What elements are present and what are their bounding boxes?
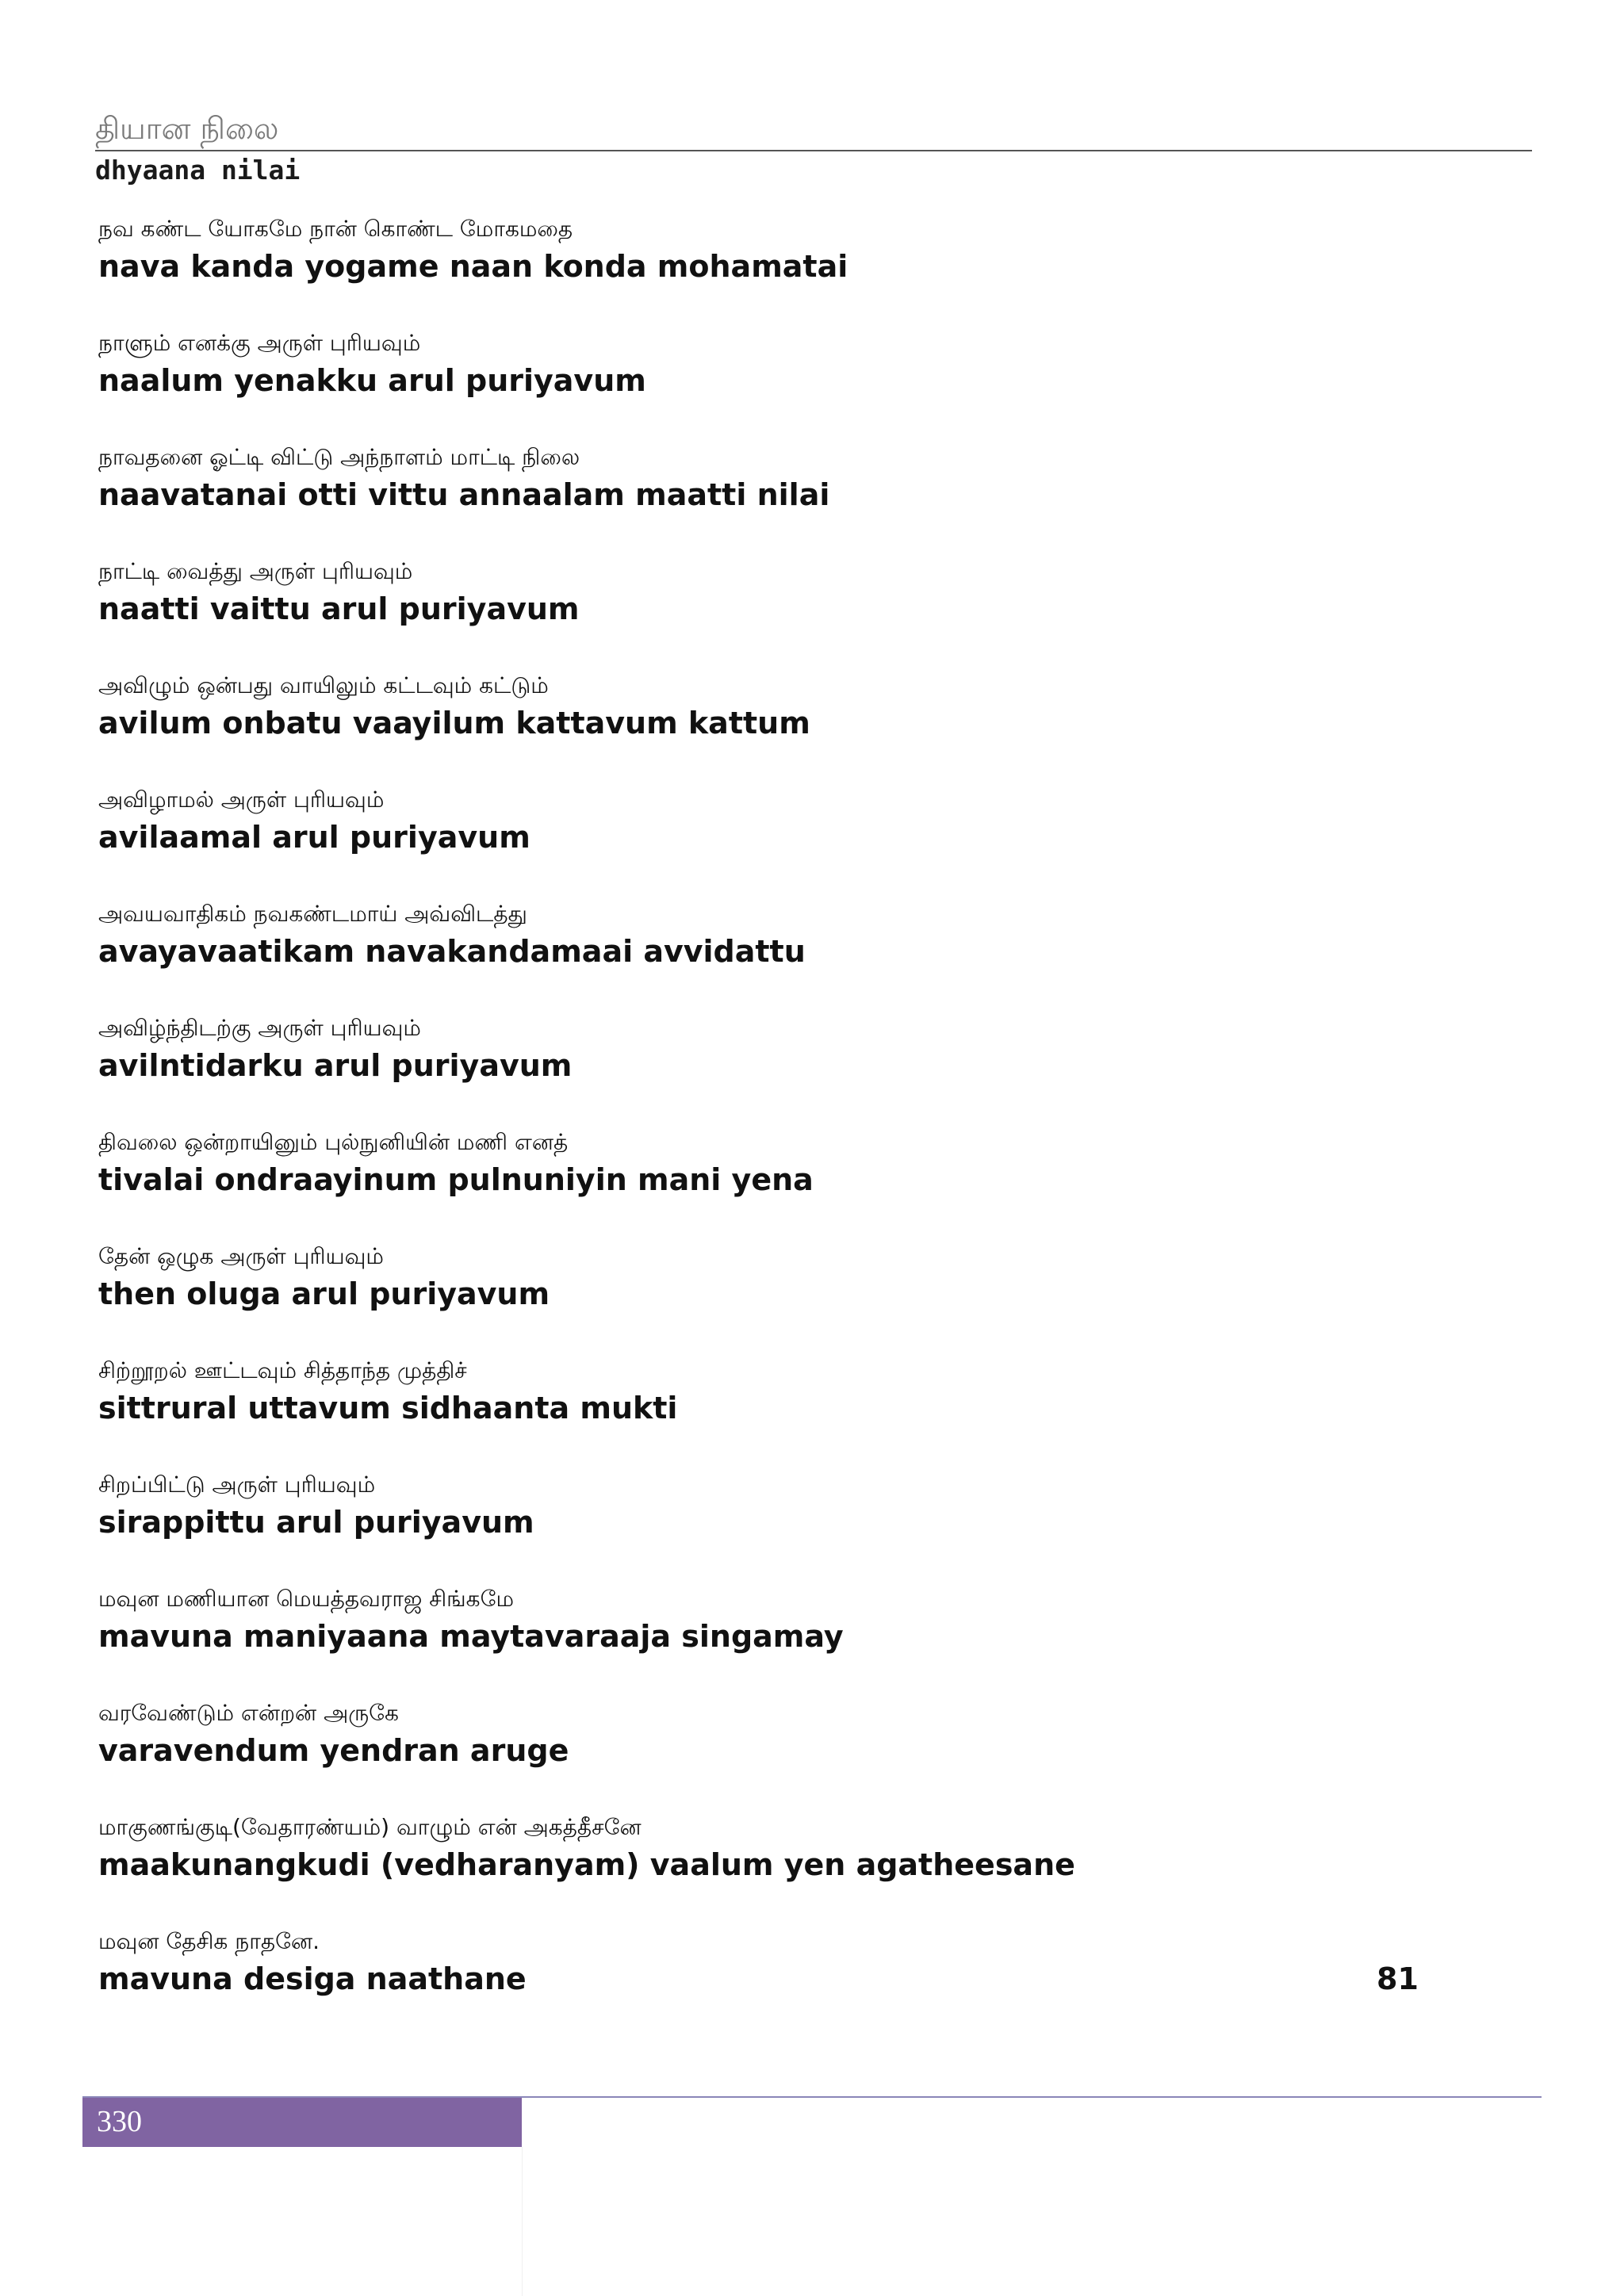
transliteration-text: then oluga arul puriyavum [98,1276,550,1311]
verse-line [98,328,1446,442]
transliteration-text: avilum onbatu vaayilum kattavum kattum [98,706,810,740]
verse-line [98,1698,1446,1812]
transliteration-text: naatti vaittu arul puriyavum [98,591,580,626]
verse-line [98,557,1446,671]
tamil-text: மவுன மணியான மெயத்தவராஜ சிங்கமே [98,1586,514,1612]
verse-line [98,1470,1446,1584]
tamil-text: நவ கண்ட யோகமே நான் கொண்ட மோகமதை [98,216,573,242]
header-divider [95,150,1532,151]
tamil-text: மாகுணங்குடி(வேதாரண்யம்) வாழும் என் அகத்தீசனே [98,1814,642,1840]
verse-line [98,899,1446,1013]
tamil-text: வரவேண்டும் என்றன் அருகே [98,1700,399,1726]
header-title: தியான நிலை [95,111,279,146]
tamil-text: சிற்றூறல் ஊட்டவும் சித்தாந்த முத்திச் [98,1357,467,1383]
verse-number: 81 [1377,1961,1419,1996]
transliteration-text: naalum yenakku arul puriyavum [98,363,646,398]
transliteration-text: tivalai ondraayinum pulnuniyin mani yena [98,1162,814,1197]
transliteration-text: maakunangkudi (vedharanyam) vaalum yen agatheesane [98,1847,1075,1882]
page-number: 330 [97,2105,142,2138]
verse-line [98,671,1446,785]
tamil-text: திவலை ஒன்றாயினும் புல்நுனியின் மணி எனத் [98,1129,569,1155]
tamil-text: சிறப்பிட்டு அருள் புரியவும் [98,1471,376,1498]
tamil-text: மவுன தேசிக நாதனே. [98,1928,320,1954]
verse-line [98,1812,1446,1927]
transliteration-text: nava kanda yogame naan konda mohamatai [98,249,848,284]
verse-line [98,1356,1446,1470]
verse-line [98,1013,1446,1127]
tamil-text: நாளும் எனக்கு அருள் புரியவும் [98,330,421,356]
tamil-text: நாவதனை ஓட்டி விட்டு அந்நாளம் மாட்டி நிலை [98,444,580,470]
transliteration-text: sittrural uttavum sidhaanta mukti [98,1391,678,1425]
transliteration-text: avilaamal arul puriyavum [98,820,530,855]
verse-line [98,1127,1446,1242]
page-header [95,107,1532,188]
tamil-text: அவிழ்ந்திடற்கு அருள் புரியவும் [98,1015,421,1041]
tamil-text: அவயவாதிகம் நவகண்டமாய் அவ்விடத்து [98,901,527,927]
transliteration-text: avayavaatikam navakandamaai avvidattu [98,934,806,969]
verse-line [98,442,1446,557]
verse-line [98,1927,1446,2041]
transliteration-text: avilntidarku arul puriyavum [98,1048,573,1083]
transliteration-text: sirappittu arul puriyavum [98,1505,534,1540]
tamil-text: தேன் ஒழுக அருள் புரியவும் [98,1243,384,1269]
verse-line [98,1242,1446,1356]
tamil-text: அவிழும் ஒன்பது வாயிலும் கட்டவும் கட்டும் [98,672,549,698]
verse-line [98,785,1446,899]
verse-list [98,214,1446,2041]
tamil-text: நாட்டி வைத்து அருள் புரியவும் [98,558,413,584]
transliteration-text: naavatanai otti vittu annaalam maatti nilai [98,477,830,512]
tamil-text: அவிழாமல் அருள் புரியவும் [98,786,385,813]
transliteration-text: mavuna desiga naathane [98,1961,527,1996]
verse-line [98,1584,1446,1698]
transliteration-text: varavendum yendran aruge [98,1733,569,1768]
margin-line [522,2147,523,2296]
page-number-badge [82,2098,522,2147]
transliteration-text: mavuna maniyaana maytavaraaja singamay [98,1619,844,1654]
header-subtitle: dhyaana nilai [95,155,301,186]
verse-line [98,214,1446,328]
